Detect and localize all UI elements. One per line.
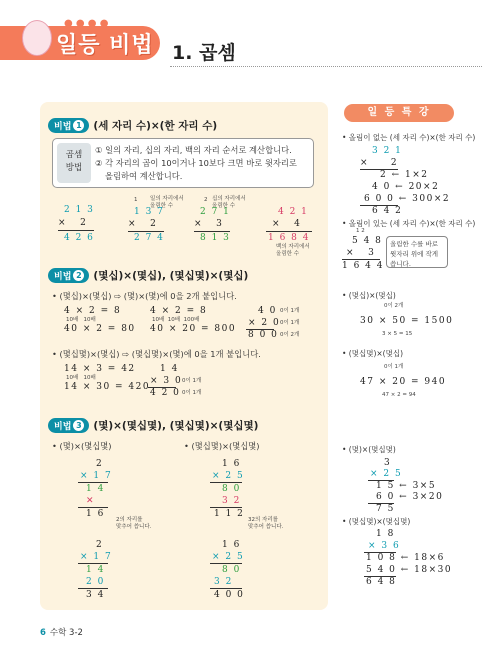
- m2-ex5-n1: 0이 1개: [182, 378, 202, 384]
- m1-ex4-r: 1 6 8 4: [268, 233, 310, 243]
- m1-ex2-r: 2 7 4: [134, 233, 165, 243]
- m1-ex4-a: 4 2 1: [278, 207, 309, 217]
- m2-ex3-l3: 8 0 0: [248, 330, 279, 340]
- m2-ex3-n3: 0이 2개: [280, 332, 300, 338]
- side-i2-line: [342, 259, 380, 260]
- m3-right-note1: 32의 자리를: [248, 517, 278, 523]
- m3-right-r: 4 0 0: [214, 590, 245, 600]
- book-title: 수학 3-2: [49, 628, 83, 638]
- m3-right-p2: 3 2: [222, 496, 241, 506]
- m3-right-p1: 8 0: [222, 484, 241, 494]
- header-divider: [170, 66, 482, 67]
- m3-left-p1: 1 4: [86, 484, 105, 494]
- m3-right-line2: [210, 507, 242, 508]
- side-i5-r: 7 5: [376, 504, 395, 514]
- m2-ex4-s1: 10배 10배: [66, 375, 96, 381]
- m2-ex4-l2: 14 × 30 = 420: [64, 382, 151, 392]
- m2-ex2-l1: 4 × 2 = 8: [150, 306, 208, 316]
- m3-left-note1: 2의 자리를: [116, 517, 143, 523]
- m2-bullet2: • (몇십몇)×(몇십) ⇨ (몇십몇)×(몇)에 0을 1개 붙입니다.: [52, 349, 261, 359]
- m2-ex3-n1: 0이 1개: [280, 308, 300, 314]
- m3-right-p3: 1 1 2: [214, 509, 245, 519]
- side-i2-note-box: 올림한 수를 바로 윗자리 위에 작게 씁니다.: [386, 236, 448, 268]
- side-i3-bot: 3 × 5 = 15: [382, 331, 413, 337]
- m3-left-p2: 1 6: [86, 509, 105, 519]
- side-i6-a: 1 8: [376, 529, 395, 539]
- side-i1-b: × 2: [360, 158, 399, 168]
- m3-right-q1: 8 0: [222, 565, 241, 575]
- m3-left-q2: 2 0: [86, 577, 105, 587]
- mascot-icon: [22, 20, 52, 56]
- m1-ex1-r: 4 2 6: [64, 233, 95, 243]
- m1-ex2-note2: 올림한 수: [150, 203, 174, 209]
- m1-ex1-line: [58, 230, 94, 231]
- m1-ex3-carry: 2: [204, 197, 208, 203]
- side-i6-p2: 5 4 0 ← 18×30: [366, 565, 453, 575]
- method2-title: (몇십)×(몇십), (몇십몇)×(몇십): [93, 270, 249, 282]
- side-i5-title: • (몇)×(몇십몇): [342, 445, 396, 454]
- m3-right-b2: × 2 5: [212, 552, 245, 562]
- m3-right-a2: 1 6: [222, 540, 241, 550]
- m1-ex4-note2: 올림한 수: [276, 251, 300, 257]
- m2-ex3-l2: × 2 0: [248, 318, 281, 328]
- m1-ex1-b: × 2: [58, 218, 88, 228]
- side-i1-r3: 6 0 0 ← 300×2: [364, 194, 451, 204]
- side-i4-bot: 47 × 2 = 94: [382, 392, 416, 398]
- method3-badge: 비법 3: [48, 418, 89, 433]
- m1-ex2-a: 1 3 7: [134, 207, 165, 217]
- method3-heading: [48, 418, 258, 433]
- side-i4-title: • (몇십몇)×(몇십): [342, 349, 404, 358]
- side-i1-a: 3 2 1: [372, 146, 403, 156]
- m1-ex3-b: × 3: [194, 219, 224, 229]
- m2-ex5-n2: 0이 1개: [182, 390, 202, 396]
- side-i3-title: • (몇십)×(몇십): [342, 291, 396, 300]
- m3-left-line3: [78, 563, 108, 564]
- m3-right-a: 1 6: [222, 459, 241, 469]
- m2-ex4-l1: 14 × 3 = 42: [64, 364, 136, 374]
- m3-left-a: 2: [96, 459, 104, 469]
- m1-ex1-a: 2 1 3: [64, 205, 95, 215]
- m2-ex3-l1: 4 0: [258, 306, 277, 316]
- m2-ex1-l1: 4 × 2 = 8: [64, 306, 122, 316]
- m3-bullet2: • (몇십몇)×(몇십몇): [184, 441, 260, 451]
- side-i6-b: × 3 6: [368, 541, 401, 551]
- method1-box-text: ① 일의 자리, 십의 자리, 백의 자리 순서로 계산합니다. ② 각 자리의 곱이 10이거나 10보다 크면 바로 윗자리로 올림하여 계산합니다.: [95, 145, 297, 181]
- m3-left-cross: ✕: [86, 496, 96, 506]
- side-i2-a: 5 4 8: [352, 236, 383, 246]
- page-number: 6: [40, 628, 46, 638]
- m3-left-b: × 1 7: [80, 471, 113, 481]
- side-i6-r: 6 4 8: [366, 577, 397, 587]
- method1-title: (세 자리 수)×(한 자리 수): [93, 120, 218, 132]
- m2-ex1-l2: 40 × 2 = 80: [64, 324, 136, 334]
- sidebar-header: 일 등 특 강: [344, 104, 454, 122]
- method1-box: [52, 138, 314, 188]
- side-i2-b: × 3: [346, 248, 376, 258]
- page-footer: [40, 626, 83, 638]
- m1-ex3-a: 2 7 1: [200, 207, 231, 217]
- method2-badge: 비법 2: [48, 268, 89, 283]
- m3-right-note2: 맞추어 씁니다.: [248, 524, 284, 530]
- m3-left-note2: 맞추어 씁니다.: [116, 524, 152, 530]
- page-title: 1. 곱셈: [172, 42, 236, 64]
- side-i5-p2: 6 0 ← 3×20: [376, 492, 444, 502]
- method1-heading: [48, 118, 217, 133]
- m3-right-line3: [210, 563, 242, 564]
- method3-title: (몇)×(몇십몇), (몇십몇)×(몇십몇): [93, 420, 259, 432]
- m1-ex3-r: 8 1 3: [200, 233, 231, 243]
- side-i2-title: • 올림이 있는 (세 자리 수)×(한 자리 수): [342, 219, 476, 228]
- m3-right-line4: [210, 588, 242, 589]
- method1-badge: 비법 1: [48, 118, 89, 133]
- m3-left-line2: [78, 507, 108, 508]
- m3-left-line4: [78, 588, 108, 589]
- m1-ex3-note1: 십의 자리에서: [212, 196, 246, 202]
- m2-ex5-l2: × 3 0: [150, 376, 183, 386]
- header-dots: ● ● ● ●: [64, 18, 109, 29]
- page-header: [0, 18, 500, 80]
- side-i1-title: • 올림이 없는 (세 자리 수)×(한 자리 수): [342, 133, 476, 142]
- m3-left-a2: 2: [96, 540, 104, 550]
- m2-bullet1: • (몇십)×(몇십) ⇨ (몇)×(몇)에 0을 2개 붙입니다.: [52, 291, 237, 301]
- m1-ex2-note1: 일의 자리에서: [150, 196, 184, 202]
- m3-left-line1: [78, 482, 108, 483]
- m1-ex4-note1: 백의 자리에서: [276, 244, 310, 250]
- side-i2-r: 1 6 4 4: [342, 261, 384, 271]
- m3-right-q2: 3 2: [214, 577, 233, 587]
- side-i6-p1: 1 0 8 ← 18×6: [366, 553, 445, 563]
- m2-ex2-l2: 40 × 20 = 800: [150, 324, 237, 334]
- method2-heading: [48, 268, 248, 283]
- side-i3-top: 0이 2개: [384, 303, 404, 309]
- m2-ex1-s1: 10배 10배: [66, 317, 96, 323]
- brand-title: 일등 비법: [56, 33, 154, 58]
- side-i4-top: 0이 1개: [384, 364, 404, 370]
- m1-ex2-line: [128, 231, 164, 232]
- m1-ex4-line: [266, 231, 312, 232]
- m3-bullet1: • (몇)×(몇십몇): [52, 441, 112, 451]
- side-i6-title: • (몇십몇)×(몇십몇): [342, 517, 411, 526]
- m1-ex3-note2: 올림한 수: [212, 203, 236, 209]
- m2-ex3-n2: 0이 1개: [280, 320, 300, 326]
- side-i2-carry: 1 2: [356, 228, 365, 234]
- m2-ex5-l1: 1 4: [160, 364, 179, 374]
- m3-left-r: 3 4: [86, 590, 105, 600]
- m1-ex2-b: × 2: [128, 219, 158, 229]
- m1-ex3-line: [194, 231, 230, 232]
- side-i1-r2: 4 0 ← 20×2: [372, 182, 440, 192]
- side-i1-r1: 2 ← 1×2: [380, 170, 429, 180]
- side-i3-eq: 30 × 50 = 1500: [360, 316, 454, 326]
- side-i1-r: 6 4 2: [372, 206, 403, 216]
- side-i5-a: 3: [384, 458, 392, 468]
- side-i5-b: × 2 5: [370, 469, 403, 479]
- m1-ex2-carry: 1: [134, 197, 138, 203]
- m3-right-b: × 2 5: [212, 471, 245, 481]
- m2-ex5-l3: 4 2 0: [150, 388, 181, 398]
- m3-left-q1: 1 4: [86, 565, 105, 575]
- m1-ex4-b: × 4: [272, 219, 302, 229]
- m2-ex2-s1: 10배 10배 100배: [152, 317, 200, 323]
- m3-left-b2: × 1 7: [80, 552, 113, 562]
- side-i5-p1: 1 5 ← 3×5: [376, 481, 437, 491]
- method1-box-label: 곱셈 방법: [57, 143, 91, 183]
- side-i4-eq: 47 × 20 = 940: [360, 377, 447, 387]
- m3-right-line1: [210, 482, 242, 483]
